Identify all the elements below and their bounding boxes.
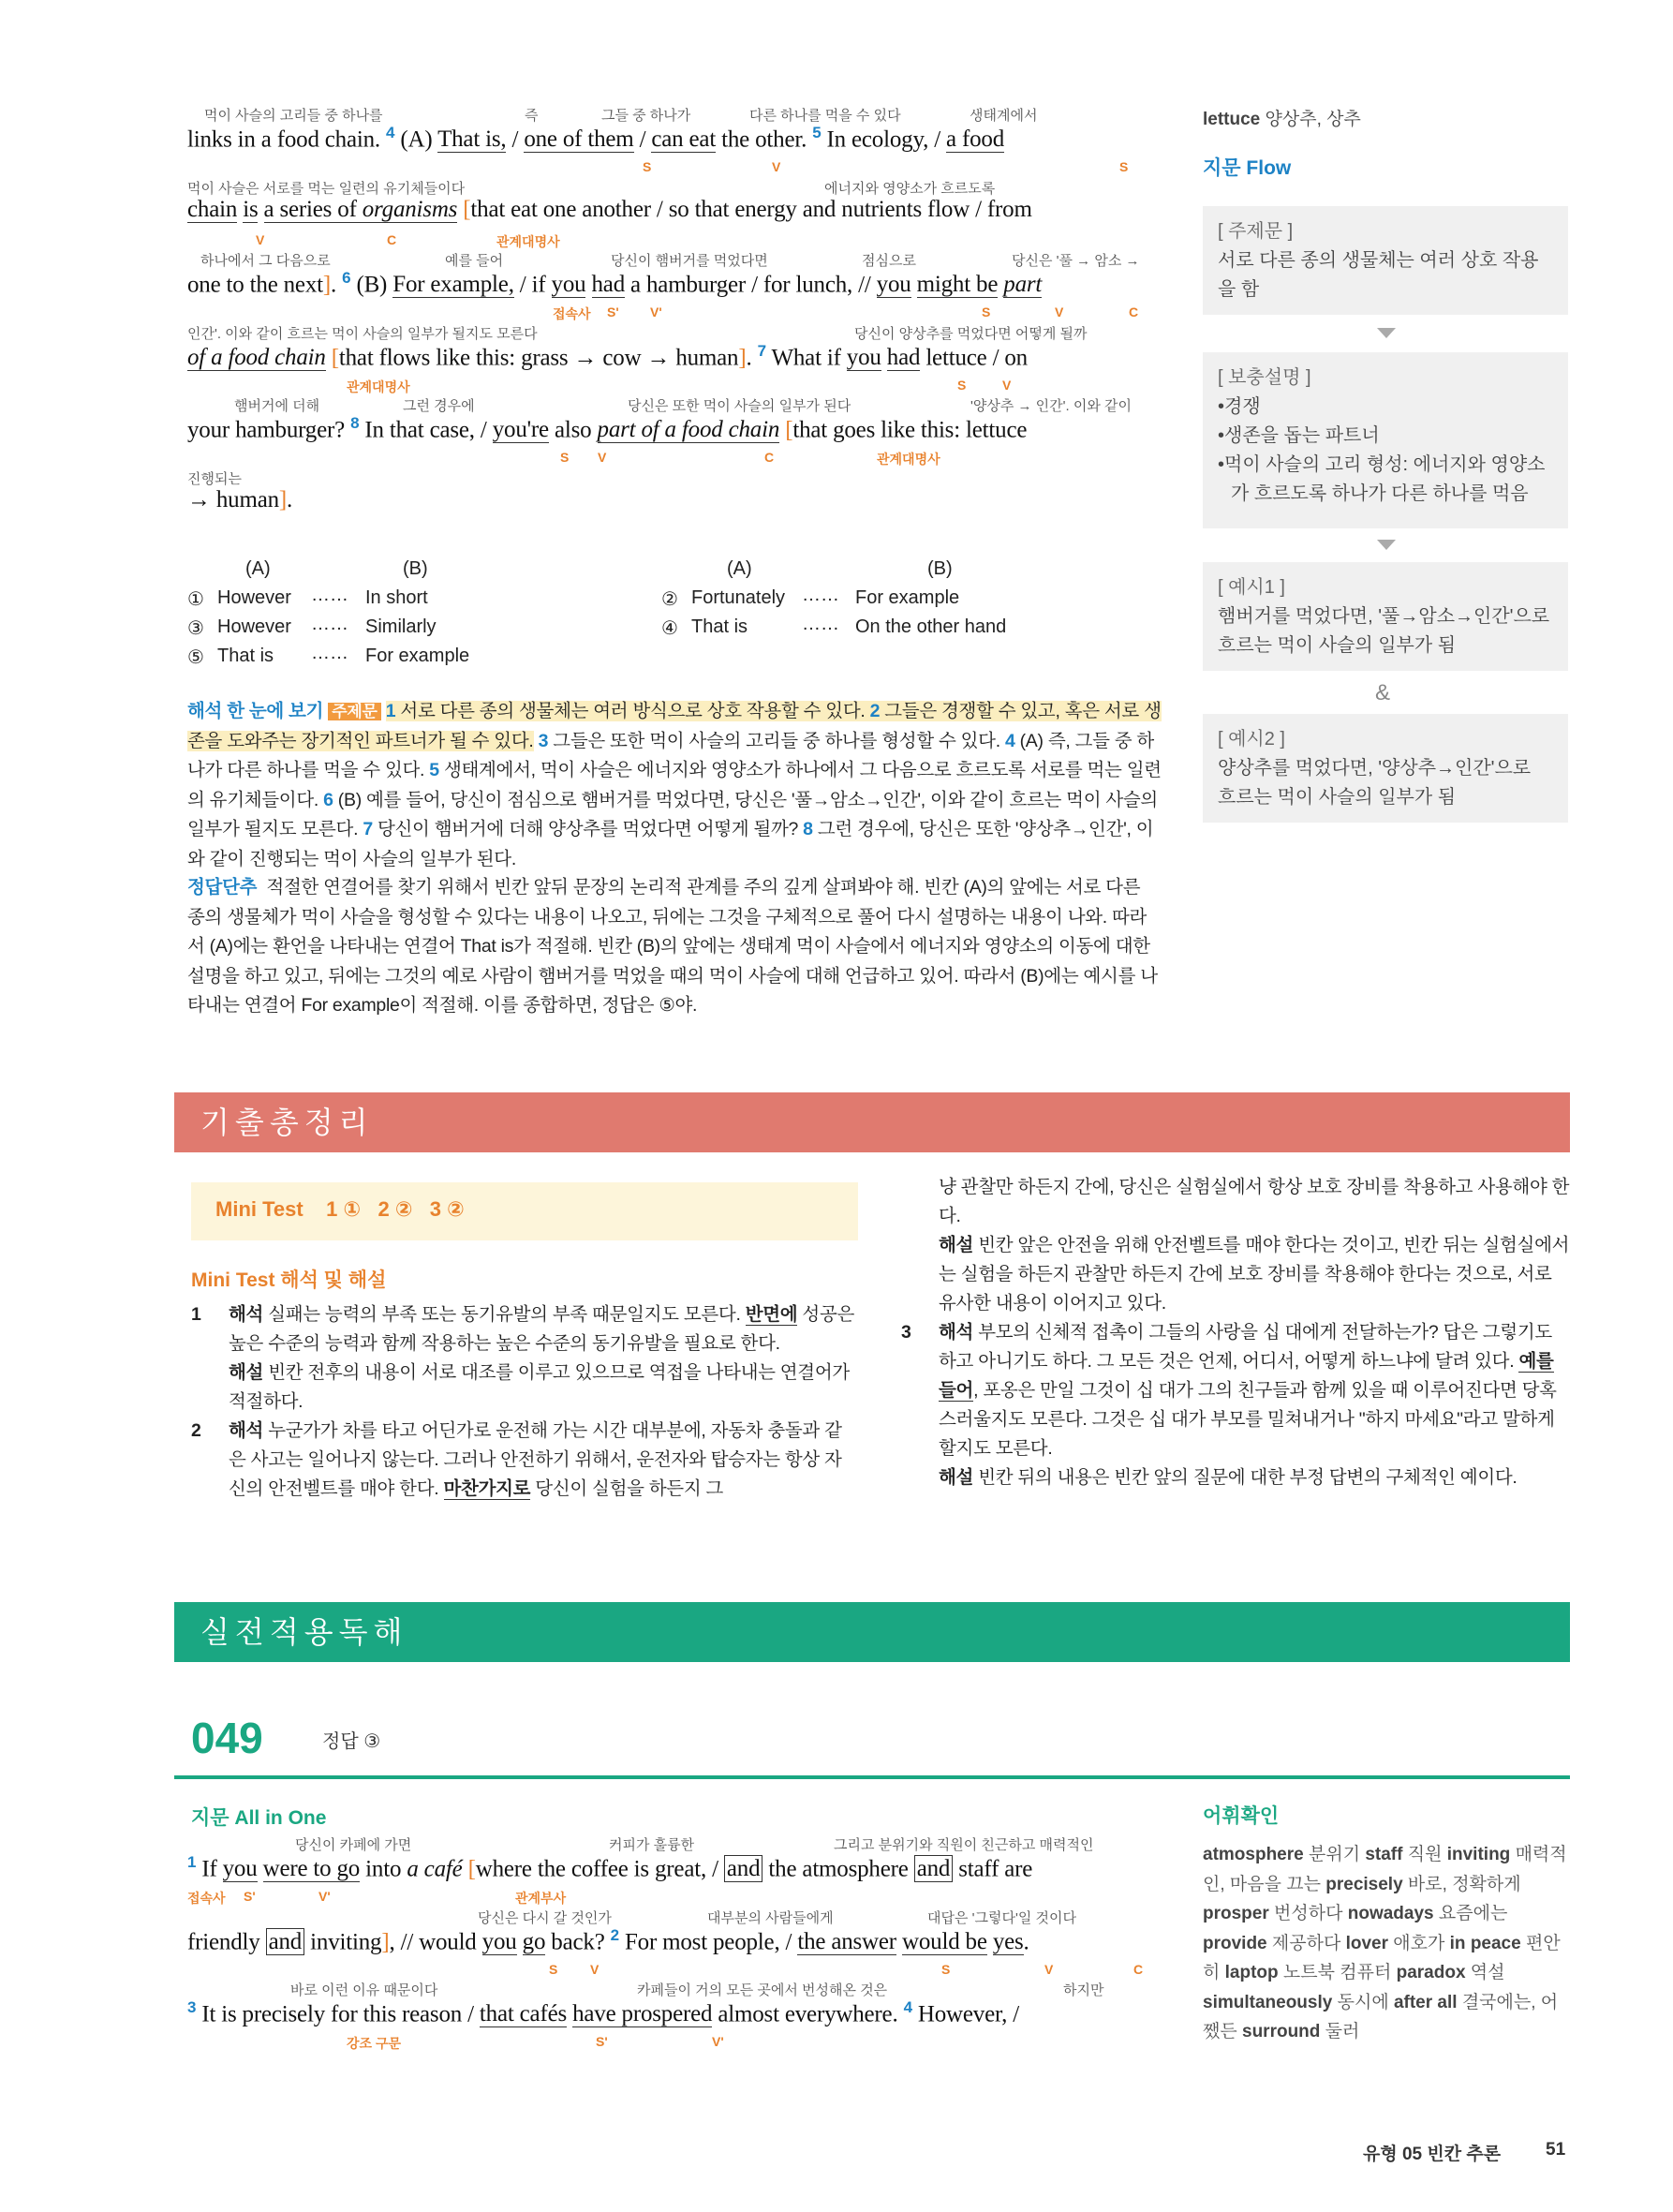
topic-tag: 주제문 [328,703,380,720]
question-number: 049 [191,1714,263,1762]
mini-test-answers: Mini Test 1 ① 2 ② 3 ② [215,1197,465,1221]
korean-gloss: 하나에서 그 다음으로 [200,253,331,269]
option-header-a2: (A) [727,558,752,579]
grammar-mark: 강조 구문 [347,2036,401,2051]
english-sentence: your hamburger? $^8$ In that case, / you're also part of a food chain [that goes like this: lettuce [187,414,1028,443]
korean-gloss: 당신이 카페에 가면 [295,1837,412,1853]
korean-gloss: 당신이 햄버거를 먹었다면 [611,253,768,269]
option-5-a: That is [217,646,274,666]
korean-gloss: 대답은 '그렇다'일 것이다 [927,1909,1076,1926]
vocab-title: 어휘확인 [1203,1805,1280,1827]
option-4-b: On the other hand [855,616,1007,637]
grammar-mark: C [764,450,775,465]
grammar-mark: V' [712,2034,724,2049]
english-sentence: links in a food chain. $^4$ (A) That is, / one of them / can eat the other. $^5$ In ecology, / a food [187,124,1005,153]
answer-text: 적절한 연결어를 찾기 위해서 빈칸 앞뒤 문장의 논리적 관계를 주의 깊게 살펴봐야 해. 빈칸 (A)의 앞에는 서로 다른 종의 생물체가 먹이 사슬을 형성할 수 있다는 내용이 나오고, 뒤에는 그것을 구체적으로 풀어 다시 설명하는 내용이 나와. 따라서 (A)에는 환언을 나타내는 연결어 That is가 적절해. 빈칸 (B)의 앞에는 생태계 먹이 사슬에서 에너지와 영양소의 이동에 대한 설명을 하고 있고, 뒤에는 그것의 예로 사람이 햄버거를 먹었을 때의 먹이 사슬에 대해 언급하고 있어. 따라서 (B)에는 예시를 나타내는 연결어 For example이 적절해. 이를 종합하면, 정답은 ⑤야. [187,877,1158,1016]
korean-gloss: 하지만 [1063,1982,1104,1998]
option-2-b: For example [855,587,960,608]
grammar-mark: S [941,1961,951,1977]
option-2-a: Fortunately [691,587,786,608]
english-sentence: of a food chain [that flows like this: grass → cow → human]. $^7$ What if you had lettuce / on [187,341,1028,370]
korean-gloss: 당신이 양상추를 먹었다면 어떻게 될까 [854,325,1088,342]
option-1-number: ① [187,589,204,610]
option-5-b: For example [365,646,470,666]
grammar-mark: S [1119,159,1129,174]
mini-test-left-column: 1 해석 실패는 능력의 부족 또는 동기유발의 부족 때문일지도 모른다. 반면에 성공은 높은 수준의 능력과 함께 작용하는 높은 수준의 동기유발을 필요로 한다. 해설 빈칸 전후의 내용이 서로 대조를 이루고 있으므로 역접을 나타내는 연결어가 적절하다. 2 해석 누군가가 차를 타고 어딘가로 운전해 가는 시간 대부분에, 자동차 충돌과 같은 사고는 일어나지 않는다. 그러나 안전하기 위해서, 운전자와 탑승자는 항상 자신의 안전벨트를 매야 한다. 마찬가지로 당신이 실험을 하든지 그 [191,1304,855,1499]
grammar-mark: 관계부사 [515,1891,567,1906]
korean-gloss: 다른 하나를 먹을 수 있다 [749,108,901,124]
flow-title: 지문 Flow [1203,157,1292,179]
english-sentence: friendly and inviting], // would you go back? $^2$ For most people, / the answer would be yes. [187,1925,1029,1954]
grammar-mark: V' [650,304,662,319]
korean-gloss: 즉 [525,108,539,124]
korean-gloss: 점심으로 [862,253,916,269]
korean-gloss: 먹이 사슬의 고리들 중 하나를 [204,108,383,124]
grammar-mark: V [256,231,265,247]
korean-gloss: 인간'. 이와 같이 흐르는 먹이 사슬의 일부가 될지도 모른다 [187,325,538,342]
korean-gloss: 당신은 다시 갈 것인가 [478,1909,612,1926]
option-5-number: ⑤ [187,647,204,668]
section-bar-summary: 기출총정리 [174,1092,1570,1152]
translation-title: 해석 한 눈에 보기 [187,701,324,721]
korean-gloss: 당신은 '풀 → 암소 → [1012,253,1140,269]
english-sentence: → human]. [187,486,293,512]
grammar-mark: 관계대명사 [347,379,410,394]
option-1-b: In short [365,587,428,608]
korean-gloss: 먹이 사슬은 서로를 먹는 일련의 유기체들이다 [187,180,466,197]
grammar-mark: V [772,159,781,174]
korean-gloss: 커피가 훌륭한 [609,1837,695,1853]
grammar-mark: S [957,377,967,393]
passage1-line [187,250,1162,323]
translation-text: 1 서로 다른 종의 생물체는 여러 방식으로 상호 작용할 수 있다. 2 그들은 경쟁할 수 있고, 혹은 서로 생존을 도와주는 장기적인 파트너가 될 수 있다. 3 그들은 또한 먹이 사슬의 고리들 중 하나를 형성할 수 있다. 4 (A) 즉, 그들 중 하나가 다른 하나를 먹을 수 있다. 5 생태계에서, 먹이 사슬은 에너지와 영양소가 하나에서 그 다음으로 흐르도록 서로를 먹는 일련의 유기체들이다. 6 (B) 예를 들어, 당신이 점심으로 햄버거를 먹었다면, 당신은 '풀→암소→인간', 이와 같이 흐르는 먹이 사슬의 일부가 될지도 모른다. 7 당신이 햄버거에 더해 양상추를 먹었다면 어떻게 될까? 8 그런 경우에, 당신은 또한 '양상추→인간', 이와 같이 진행되는 먹이 사슬의 일부가 된다. [187,701,1162,869]
passage1-line [187,323,1162,396]
passage1-line [187,395,1162,468]
flow-arrow-icon [1377,328,1396,338]
mini-test-right-column: 냥 관찰만 하든지 간에, 당신은 실험실에서 항상 보호 장비를 착용하고 사용해야 한다. 해설 빈칸 앞은 안전을 위해 안전벨트를 매야 한다는 것이고, 빈칸 뒤는 실험실에서는 실험을 하든지 관찰만 하든지 간에 보호 장비를 착용해야 한다는 것으로, 서로 유사한 내용이 이어지고 있다. 3 해석 부모의 신체적 접촉이 그들의 사랑을 십 대에게 전달하는가? 답은 그렇기도 하고 아니기도 하다. 그 모든 것은 언제, 어디서, 어떻게 하느냐에 달려 있다. 예를 들어, 포옹은 만일 그것이 십 대가 그의 친구들과 함께 있을 때 이루어진다면 당혹스러울지도 모른다. 그것은 십 대가 부모를 밀쳐내거나 "하지 마세요"라고 말하게 할지도 모른다. 해설 빈칸 뒤의 내용은 빈칸 앞의 질문에 대한 부정 답변의 구체적인 예이다. [901,1177,1570,1488]
grammar-mark: S [549,1961,558,1977]
sidebar-vocab-top [1203,105,1361,130]
option-4-number: ④ [661,618,678,639]
grammar-mark: S' [244,1889,256,1904]
option-2-number: ② [661,589,678,610]
english-sentence: $^3$ It is precisely for this reason / that cafés have prospered almost everywhere. $^4$ However, / [187,1998,1019,2027]
english-sentence: chain is a series of organisms [that eat one another / so that energy and nutrients flow / from [187,196,1032,222]
passage2-line [187,1980,1162,2053]
passage2-line [187,1908,1162,1981]
grammar-mark: C [1133,1961,1144,1977]
korean-gloss: 그들 중 하나가 [601,108,691,124]
passage1-line [187,468,1162,542]
korean-gloss: 햄버거에 더해 [234,398,320,414]
korean-gloss: 그런 경우에 [403,398,475,414]
english-sentence: $^1$ If you were to go into a café [where the coffee is great, / and the atmosphere and staff are [187,1853,1033,1882]
answer-explanation [187,873,1162,1021]
vocab-word: lettuce [1203,110,1261,129]
translation-paragraph [187,697,1162,874]
grammar-mark: 접속사 [187,1891,226,1906]
option-3-b: Similarly [365,616,437,637]
flow-box-support: [ 보충설명 ] •경쟁 •생존을 돕는 파트너 •먹이 사슬의 고리 형성: 에너지와 영양소가 흐르도록 하나가 다른 하나를 먹음 [1203,352,1568,528]
grammar-mark: V [598,450,607,465]
english-sentence: one to the next]. $^6$ (B) For example, / if you had a hamburger / for lunch, // you might be part [187,269,1043,298]
question-answer: 정답 ③ [322,1731,381,1752]
flow-ampersand: & [1375,680,1391,705]
flow-arrow-icon [1377,540,1396,550]
option-4-a: That is [691,616,748,637]
answer-title: 정답단추 [187,877,258,898]
korean-gloss: 바로 이런 이유 때문이다 [290,1982,438,1998]
section-bar-practice: 실전적용독해 [174,1602,1570,1662]
option-header-b: (B) [403,558,428,579]
option-3-a: However [217,616,291,637]
grammar-mark: C [1129,304,1139,319]
option-3-number: ③ [187,618,204,639]
grammar-mark: V [590,1961,600,1977]
grammar-mark: C [387,231,397,247]
grammar-mark: 관계대명사 [496,233,560,249]
section-divider [174,1775,1570,1779]
grammar-mark: 접속사 [553,306,591,321]
passage2-line [187,1834,1162,1908]
passage1-line [187,105,1162,178]
flow-box-example2: [ 예시2 ] 양상추를 먹었다면, '양상추→인간'으로 흐르는 먹이 사슬의 일부가 됨 [1203,714,1568,823]
flow-box-example1: [ 예시1 ] 햄버거를 먹었다면, '풀→암소→인간'으로 흐르는 먹이 사슬의 일부가 됨 [1203,562,1568,671]
vocab-list: atmosphere 분위기 staff 직원 inviting 매력적인, 마음을 끄는 precisely 바로, 정확하게 prosper 번성하다 nowadays 요즘에는 provide 제공하다 lover 애호가 in peace 편안히 laptop 노트북 컴퓨터 paradox 역설 simultaneously 동시에 after all 결국에는, 어쨌든 surround 둘러 [1203,1845,1567,2041]
option-header-a: (A) [245,558,271,579]
grammar-mark: S [982,304,991,319]
flow-box-topic: [ 주제문 ] 서로 다른 종의 생물체는 여러 상호 작용을 함 [1203,206,1568,315]
grammar-mark: S' [607,304,619,319]
korean-gloss: 대부분의 사람들에게 [707,1909,834,1926]
korean-gloss: 당신은 또한 먹이 사슬의 일부가 된다 [628,398,851,414]
vocab-meaning: 양상추, 상추 [1265,110,1361,129]
grammar-mark: V [1002,377,1012,393]
option-header-b2: (B) [927,558,953,579]
korean-gloss: 예를 들어 [445,253,504,269]
grammar-mark: 관계대명사 [877,452,940,467]
mini-test-subtitle: Mini Test 해석 및 해설 [191,1269,387,1291]
grammar-mark: V' [318,1889,331,1904]
passage1-line [187,178,1162,251]
grammar-mark: S [643,159,652,174]
grammar-mark: S [560,450,570,465]
korean-gloss: 진행되는 [187,470,242,487]
option-1-a: However [217,587,291,608]
page-number: 51 [1546,2140,1566,2160]
korean-gloss: 그리고 분위기와 직원이 친근하고 매력적인 [834,1837,1094,1853]
korean-gloss: '양상추 → 인간'. 이와 같이 [970,398,1132,414]
grammar-mark: V [1055,304,1064,319]
grammar-mark: V [1044,1961,1054,1977]
korean-gloss: 카페들이 거의 모든 곳에서 번성해온 것은 [637,1982,888,1998]
korean-gloss: 에너지와 영양소가 흐르도록 [824,180,996,197]
footer-type: 유형 05 빈칸 추론 [1363,2145,1502,2164]
korean-gloss: 생태계에서 [970,108,1038,124]
grammar-mark: S' [596,2034,608,2049]
all-in-one-title: 지문 All in One [191,1807,327,1829]
